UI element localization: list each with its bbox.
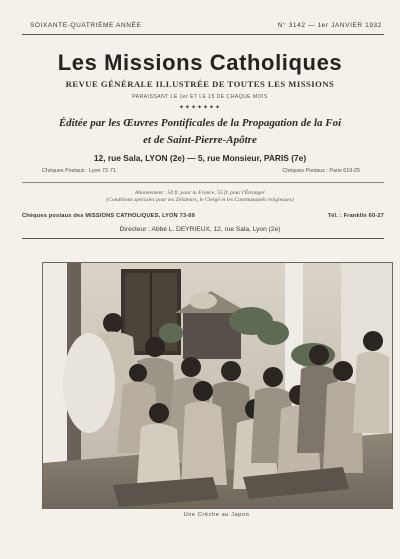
ornament-divider: ✦✦✦✦✦✦✦ — [178, 105, 222, 111]
director-rule — [22, 238, 384, 239]
publication-frequency: PARAISSANT LE 1er ET LE 15 DE CHAQUE MOIS — [132, 94, 268, 100]
issue-number: N° 3142 — 1er JANVIER 1932 — [277, 21, 382, 29]
publisher-line-1: Éditée par les Œuvres Pontificales de la Propagation de la Foi — [58, 117, 342, 129]
photo-caption: Une Crèche au Japon — [183, 512, 250, 518]
header-rule — [22, 34, 384, 35]
postal-account: Chèques postaux des MISSIONS CATHOLIQUES, LYON 73-69 — [22, 213, 195, 219]
cheque-paris: Chèques Postaux : Paris 619-25 — [282, 168, 360, 174]
cheque-accounts — [42, 168, 360, 174]
masthead-subtitle: REVUE GÉNÉRALE ILLUSTRÉE DE TOUTES LES MISSIONS — [65, 79, 335, 89]
subscription-info — [0, 190, 400, 204]
subscription-conditions: (Conditions spéciales pour les Zélateurs, le Clergé et les Communautés religieuses) — [106, 197, 294, 203]
subscription-price: Abonnement : 50 fr. pour la France, 55 fr. pour l'Étranger — [135, 190, 265, 196]
masthead-title: Les Missions Catholiques — [57, 50, 343, 75]
nativity-scene-illustration — [43, 263, 392, 508]
director-line: Directeur : Abbé L. DEYRIEUX, 12, rue Sala, Lyon (2e) — [119, 226, 281, 233]
issue-year: SOIXANTE-QUATRIÈME ANNÉE — [30, 21, 142, 29]
cheque-lyon: Chèques Postaux : Lyon 72-71 — [42, 168, 116, 174]
postal-bar — [22, 213, 384, 219]
publisher-line-2: et de Saint-Pierre-Apôtre — [143, 134, 257, 146]
issue-header — [30, 18, 382, 32]
cover-photograph — [42, 262, 393, 509]
telephone: Tél. : Franklin 60-27 — [327, 213, 384, 219]
section-rule — [22, 182, 384, 183]
publisher-address: 12, rue Sala, LYON (2e) — 5, rue Monsieur, PARIS (7e) — [93, 153, 307, 163]
